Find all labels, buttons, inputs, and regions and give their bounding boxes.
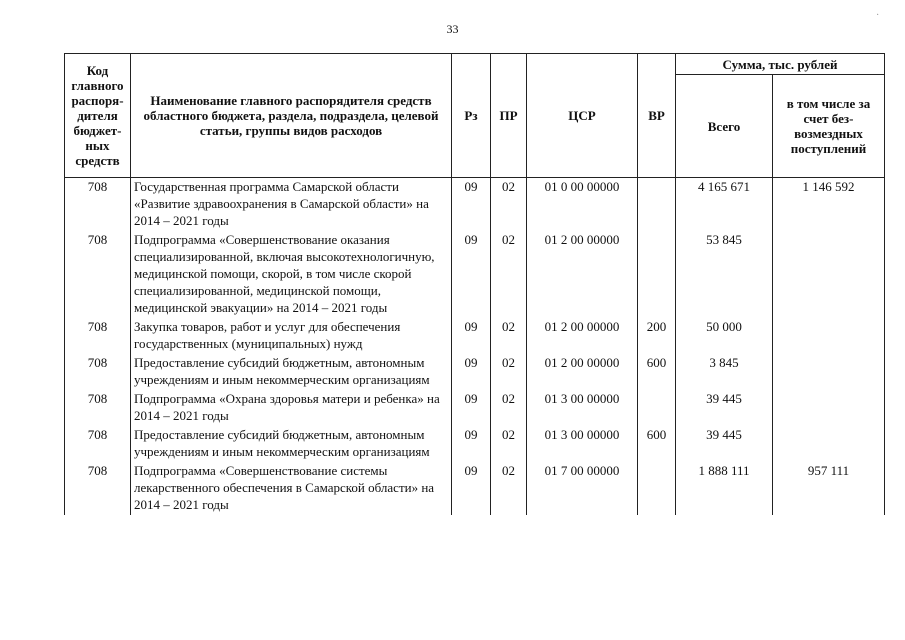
cell-name: Государственная программа Самарской области «Развитие здравоохранения в Самарской области» на 2014 – 2021 годы (131, 178, 452, 232)
corner-mark: · (876, 10, 880, 21)
cell-code: 708 (65, 318, 131, 354)
cell-pr: 02 (491, 462, 527, 515)
cell-pr: 02 (491, 178, 527, 232)
header-total: Всего (676, 75, 773, 178)
cell-name: Предоставление субсидий бюджетным, автономным учреждениям и иным некоммерческим организациям (131, 354, 452, 390)
table-body (65, 178, 885, 516)
cell-total: 53 845 (676, 231, 773, 318)
cell-rz: 09 (452, 390, 491, 426)
cell-csr: 01 2 00 00000 (527, 354, 638, 390)
cell-code: 708 (65, 390, 131, 426)
page-number: 33 (446, 22, 459, 36)
cell-rz: 09 (452, 318, 491, 354)
cell-vr: 600 (638, 426, 676, 462)
cell-vr (638, 231, 676, 318)
cell-csr: 01 0 00 00000 (527, 178, 638, 232)
cell-free (773, 390, 885, 426)
cell-csr: 01 7 00 00000 (527, 462, 638, 515)
cell-pr: 02 (491, 231, 527, 318)
header-name: Наименование главного распорядителя средств областного бюджета, раздела, подраздела, целевой статьи, группы видов расходов (131, 54, 452, 178)
cell-free: 1 146 592 (773, 178, 885, 232)
cell-code: 708 (65, 426, 131, 462)
budget-table (64, 53, 885, 515)
header-pr: ПР (491, 54, 527, 178)
cell-name: Подпрограмма «Охрана здоровья матери и ребенка» на 2014 – 2021 годы (131, 390, 452, 426)
header-free: в том числе за счет без-возмездных поступлений (773, 75, 885, 178)
cell-csr: 01 2 00 00000 (527, 231, 638, 318)
cell-rz: 09 (452, 426, 491, 462)
table-row (65, 231, 885, 318)
cell-pr: 02 (491, 426, 527, 462)
table-row (65, 426, 885, 462)
cell-vr: 200 (638, 318, 676, 354)
table-row (65, 354, 885, 390)
cell-total: 39 445 (676, 390, 773, 426)
cell-name: Предоставление субсидий бюджетным, автономным учреждениям и иным некоммерческим организациям (131, 426, 452, 462)
cell-code: 708 (65, 178, 131, 232)
cell-pr: 02 (491, 390, 527, 426)
cell-free: 957 111 (773, 462, 885, 515)
cell-code: 708 (65, 462, 131, 515)
cell-vr: 600 (638, 354, 676, 390)
table-row (65, 318, 885, 354)
cell-code: 708 (65, 231, 131, 318)
cell-rz: 09 (452, 462, 491, 515)
header-sum: Сумма, тыс. рублей (676, 54, 885, 75)
cell-vr (638, 462, 676, 515)
header-vr: ВР (638, 54, 676, 178)
cell-total: 3 845 (676, 354, 773, 390)
cell-rz: 09 (452, 178, 491, 232)
cell-vr (638, 178, 676, 232)
table-header (65, 54, 885, 178)
cell-rz: 09 (452, 354, 491, 390)
cell-free (773, 318, 885, 354)
cell-free (773, 231, 885, 318)
cell-name: Закупка товаров, работ и услуг для обеспечения государственных (муниципальных) нужд (131, 318, 452, 354)
cell-pr: 02 (491, 318, 527, 354)
header-csr: ЦСР (527, 54, 638, 178)
cell-total: 1 888 111 (676, 462, 773, 515)
cell-pr: 02 (491, 354, 527, 390)
header-rz: Рз (452, 54, 491, 178)
cell-csr: 01 2 00 00000 (527, 318, 638, 354)
cell-name: Подпрограмма «Совершенствование системы лекарственного обеспечения в Самарской области» на 2014 – 2021 годы (131, 462, 452, 515)
header-code: Код главного распоря-дителя бюджет-ных средств (65, 54, 131, 178)
cell-csr: 01 3 00 00000 (527, 426, 638, 462)
table-row (65, 462, 885, 515)
cell-name: Подпрограмма «Совершенствование оказания специализированной, включая высокотехнологичную, медицинской помощи, скорой, в том числе скорой специализированной, медицинской помощи, медицинской эвакуации» на 2014 – 2021 годы (131, 231, 452, 318)
cell-vr (638, 390, 676, 426)
table-row (65, 390, 885, 426)
cell-free (773, 426, 885, 462)
cell-rz: 09 (452, 231, 491, 318)
cell-free (773, 354, 885, 390)
cell-csr: 01 3 00 00000 (527, 390, 638, 426)
cell-total: 50 000 (676, 318, 773, 354)
table-row (65, 178, 885, 232)
cell-code: 708 (65, 354, 131, 390)
cell-total: 4 165 671 (676, 178, 773, 232)
cell-total: 39 445 (676, 426, 773, 462)
